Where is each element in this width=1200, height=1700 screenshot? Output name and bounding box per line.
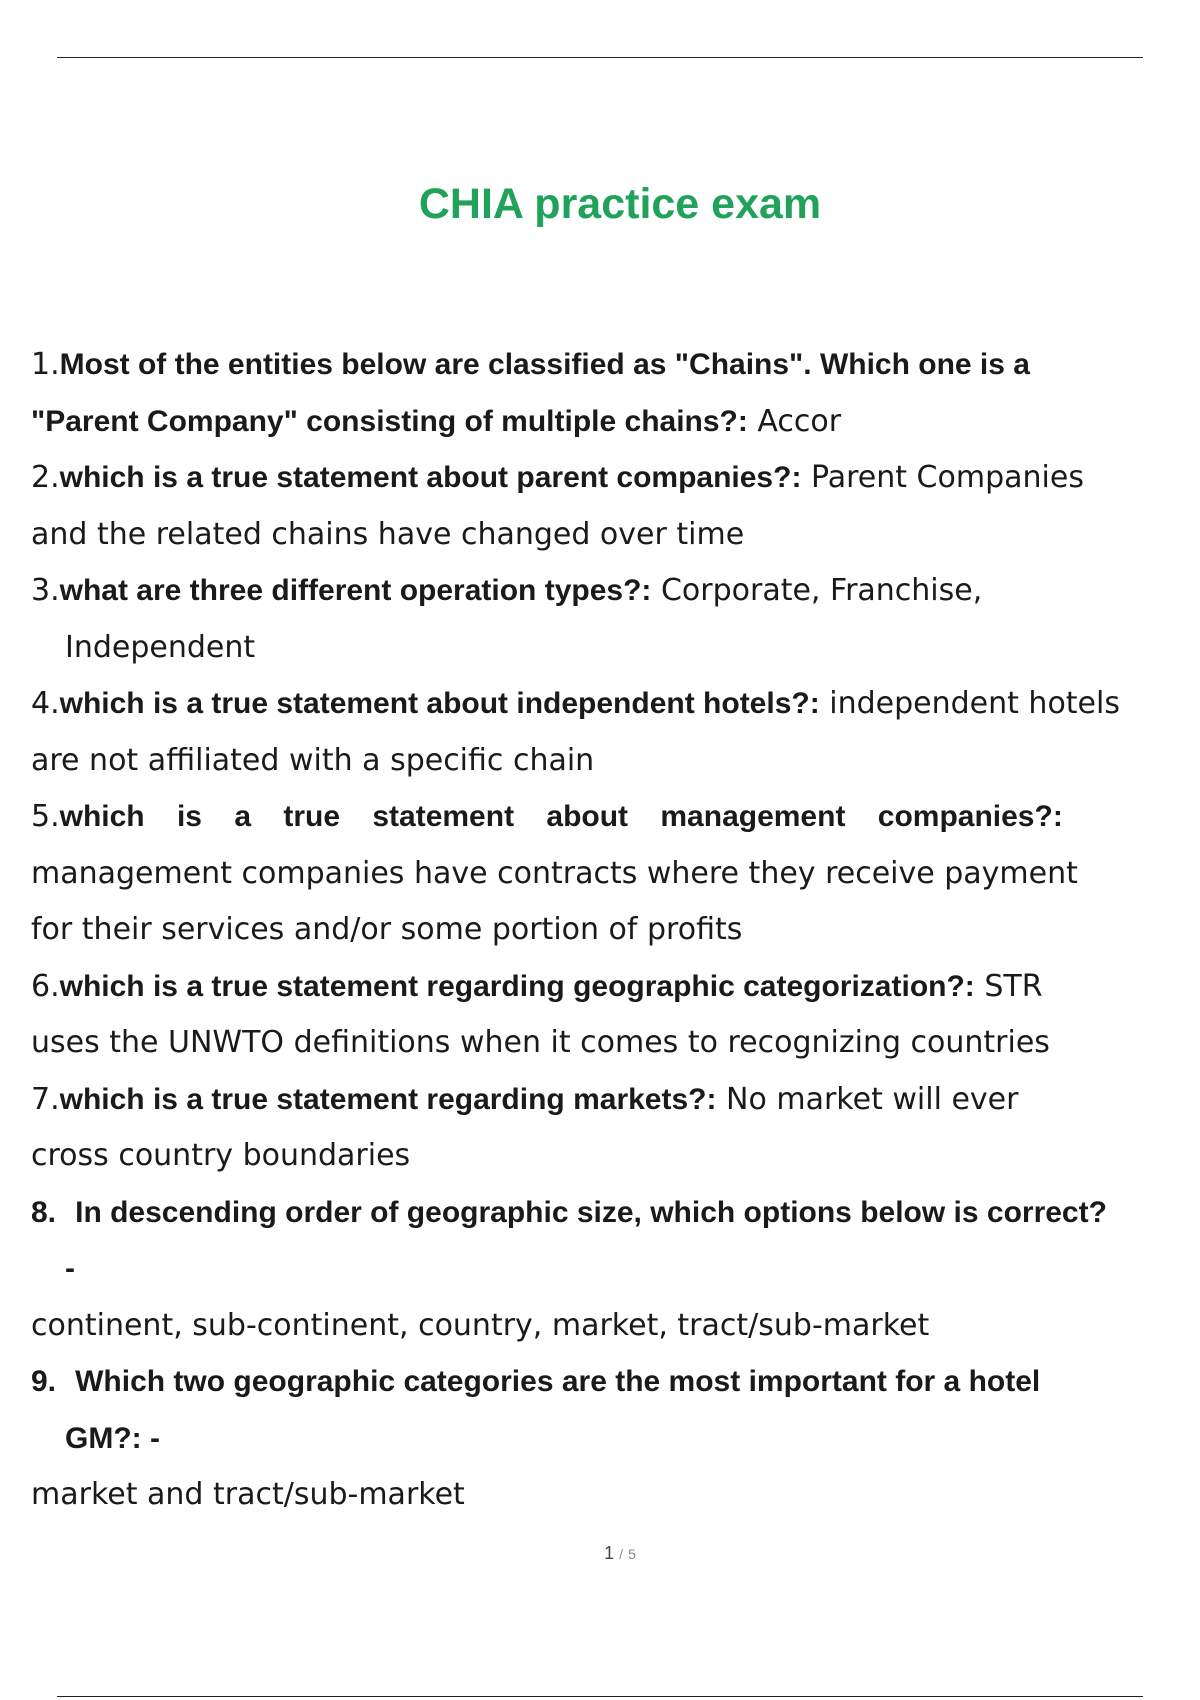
answer-text: Parent Companies xyxy=(810,460,1084,495)
question-text: Most of the entities below are classified as "Chains". Which one is a xyxy=(59,348,1030,381)
question-number: 5. xyxy=(31,799,60,834)
page-number xyxy=(0,1543,1200,1564)
answer-text-continued: and the related chains have changed over time xyxy=(31,516,745,552)
question-item-5 xyxy=(31,789,1200,959)
question-text: Which two geographic categories are the most important for a hotel xyxy=(75,1365,1041,1398)
question-text: what are three different operation types?: xyxy=(59,574,652,607)
question-number: 6. xyxy=(31,968,60,1004)
answer-text: STR xyxy=(984,968,1043,1004)
page-total: 5 xyxy=(628,1546,636,1562)
question-text: which is a true statement about parent companies?: xyxy=(59,461,802,494)
question-text-continued: GM?: - xyxy=(65,1421,160,1455)
question-number: 7. xyxy=(31,1081,60,1117)
question-number: 9. xyxy=(31,1365,57,1398)
question-number: 1. xyxy=(31,347,60,382)
answer-text: independent hotels xyxy=(829,686,1120,721)
question-item-9 xyxy=(31,1354,1200,1524)
answer-text: management companies have contracts where they receive payment xyxy=(31,855,1078,891)
question-item-8 xyxy=(31,1185,1200,1355)
question-list xyxy=(31,337,1200,1524)
answer-text: No market will ever xyxy=(726,1081,1019,1117)
page-separator: / xyxy=(619,1546,624,1562)
question-item-7 xyxy=(31,1072,1200,1185)
page-current: 1 xyxy=(604,1543,615,1563)
question-number: 4. xyxy=(31,686,60,721)
question-text-continued: - xyxy=(65,1252,75,1285)
answer-text-continued: for their services and/or some portion of profits xyxy=(31,912,743,947)
answer-text-continued: Independent xyxy=(65,629,256,665)
question-item-4 xyxy=(31,676,1200,789)
question-number: 2. xyxy=(31,460,60,495)
question-item-6 xyxy=(31,959,1200,1072)
question-text: In descending order of geographic size, which options below is correct? xyxy=(75,1195,1107,1229)
answer-text-continued: uses the UNWTO definitions when it comes to recognizing countries xyxy=(31,1025,1050,1060)
question-text-continued: "Parent Company" consisting of multiple chains?: xyxy=(31,404,748,438)
question-item-2 xyxy=(31,450,1200,563)
question-text: which is a true statement about independent hotels?: xyxy=(59,687,820,720)
answer-text-continued: are not affiliated with a specific chain xyxy=(31,742,595,778)
question-item-3 xyxy=(31,563,1200,676)
top-rule xyxy=(57,57,1143,58)
question-item-1 xyxy=(31,337,1200,450)
question-text: which is a true statement regarding markets?: xyxy=(59,1082,717,1116)
answer-text-continued: cross country boundaries xyxy=(31,1138,411,1173)
answer-text: Corporate, Franchise, xyxy=(660,573,983,608)
page-title: CHIA practice exam xyxy=(418,180,822,228)
bottom-rule xyxy=(57,1696,1143,1697)
question-text: which is a true statement about management companies?: xyxy=(59,800,1063,833)
answer-text: market and tract/sub-market xyxy=(31,1477,465,1512)
answer-text: Accor xyxy=(757,403,842,439)
question-number: 8. xyxy=(31,1195,57,1229)
question-text: which is a true statement regarding geographic categorization?: xyxy=(59,969,975,1003)
question-number: 3. xyxy=(31,573,60,608)
answer-text: continent, sub-continent, country, market, tract/sub-market xyxy=(31,1307,930,1343)
